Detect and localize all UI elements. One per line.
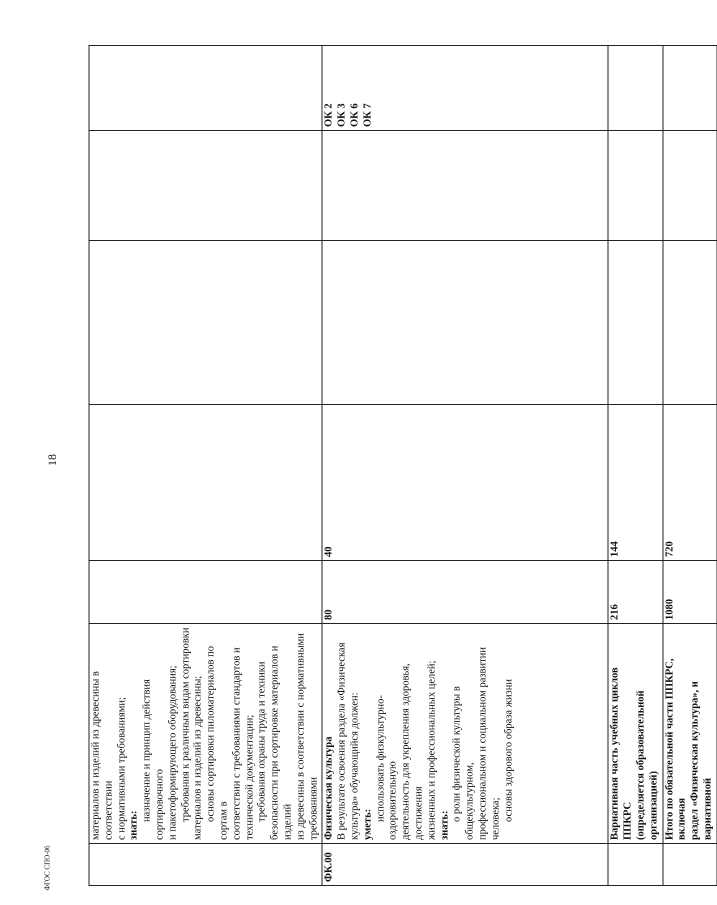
rotated-page-content [89, 46, 714, 886]
row-label: Итого по обязательной части ППКРС, включая [664, 658, 688, 840]
cell-discipline [322, 241, 608, 405]
table-row-variable [608, 46, 662, 886]
section-title: Физическая культура [323, 736, 335, 840]
cell-discipline [608, 241, 662, 405]
table-row-continuation [89, 46, 322, 886]
cell-discipline-code [608, 131, 662, 241]
curriculum-table [89, 45, 717, 886]
cell-code [608, 844, 662, 886]
cell-code: ФК.00 [322, 844, 608, 886]
desc-line: материалов и изделий из древесины в соответствии [90, 671, 115, 840]
cell-description [89, 624, 322, 844]
desc-line: жизненных и профессиональных целей; [426, 660, 438, 840]
competence-code: ОК 6 [349, 103, 361, 127]
table-row-fk [322, 46, 608, 886]
cell-required-load: 40 [322, 405, 608, 561]
desc-line: безопасности при сортировке материалов и изделий [269, 645, 294, 840]
desc-line: основы сортировки пиломатериалов по сортам в [205, 645, 230, 840]
desc-line: культура» обучающийся должен: [349, 692, 361, 840]
cell-required-load [89, 405, 322, 561]
cell-discipline [663, 241, 717, 405]
cell-competences [322, 46, 608, 131]
row-label: раздел «Физическая культура», и вариативной [689, 681, 714, 840]
cell-discipline-code [322, 131, 608, 241]
cell-competences [89, 46, 322, 131]
competence-code: ОК 3 [336, 103, 348, 127]
desc-line: профессиональном и социальном развитии [477, 647, 489, 840]
desc-line: деятельность для укрепления здоровья, достижения [400, 663, 425, 840]
cell-required-load: 144 [608, 405, 662, 561]
cell-discipline-code [89, 131, 322, 241]
table-row-total [663, 46, 717, 886]
desc-heading-znat: знать: [128, 810, 140, 840]
desc-line: технической документации; [244, 714, 256, 840]
cell-discipline [89, 241, 322, 405]
footer-code: ФГОС СПО-06 [43, 845, 52, 891]
desc-line: требования охраны труда и техники [256, 661, 268, 822]
cell-max-load: 1080 [663, 561, 717, 624]
row-label: Вариативная часть учебных циклов ППКРС [609, 667, 634, 840]
page-number: 18 [45, 454, 59, 466]
competence-code: ОК 2 [323, 103, 335, 127]
cell-competences [663, 46, 717, 131]
desc-heading-znat: знать: [439, 810, 451, 840]
cell-max-load [89, 561, 322, 624]
cell-required-load: 720 [663, 405, 717, 561]
competence-code: ОК 7 [362, 103, 374, 127]
cell-description [663, 624, 717, 844]
cell-max-load: 80 [322, 561, 608, 624]
cell-max-load: 216 [608, 561, 662, 624]
desc-line: человека; [490, 797, 502, 840]
desc-line: о роли физической культуры в общекультурном, [451, 686, 476, 840]
cell-code [89, 844, 322, 886]
desc-line: требованиями [308, 776, 320, 840]
desc-line: с нормативными требованиями; [116, 697, 128, 840]
desc-line: материалов и изделий из древесины; [192, 675, 204, 840]
desc-line: основы здорового образа жизни [503, 679, 514, 822]
row-label: (определяется образовательной организацией) [635, 690, 660, 840]
desc-line: назначение и принцип действия сортировочного [141, 679, 166, 840]
desc-line: и пакетоформирующего оборудования; [167, 665, 179, 840]
desc-line: В результате освоения раздела «Физическая [336, 642, 348, 840]
cell-competences [608, 46, 662, 131]
desc-line: требования к различным видам сортировки [180, 627, 192, 822]
cell-description [608, 624, 662, 844]
cell-description [322, 624, 608, 844]
desc-heading-umet: уметь: [362, 808, 374, 840]
desc-line: соответствии с требованиями стандартов и [231, 647, 243, 840]
cell-code [663, 844, 717, 886]
cell-discipline-code [663, 131, 717, 241]
desc-line: использовать физкультурно-оздоровительную [375, 695, 399, 840]
desc-line: из древесины в соответствии с нормативными [295, 633, 307, 840]
